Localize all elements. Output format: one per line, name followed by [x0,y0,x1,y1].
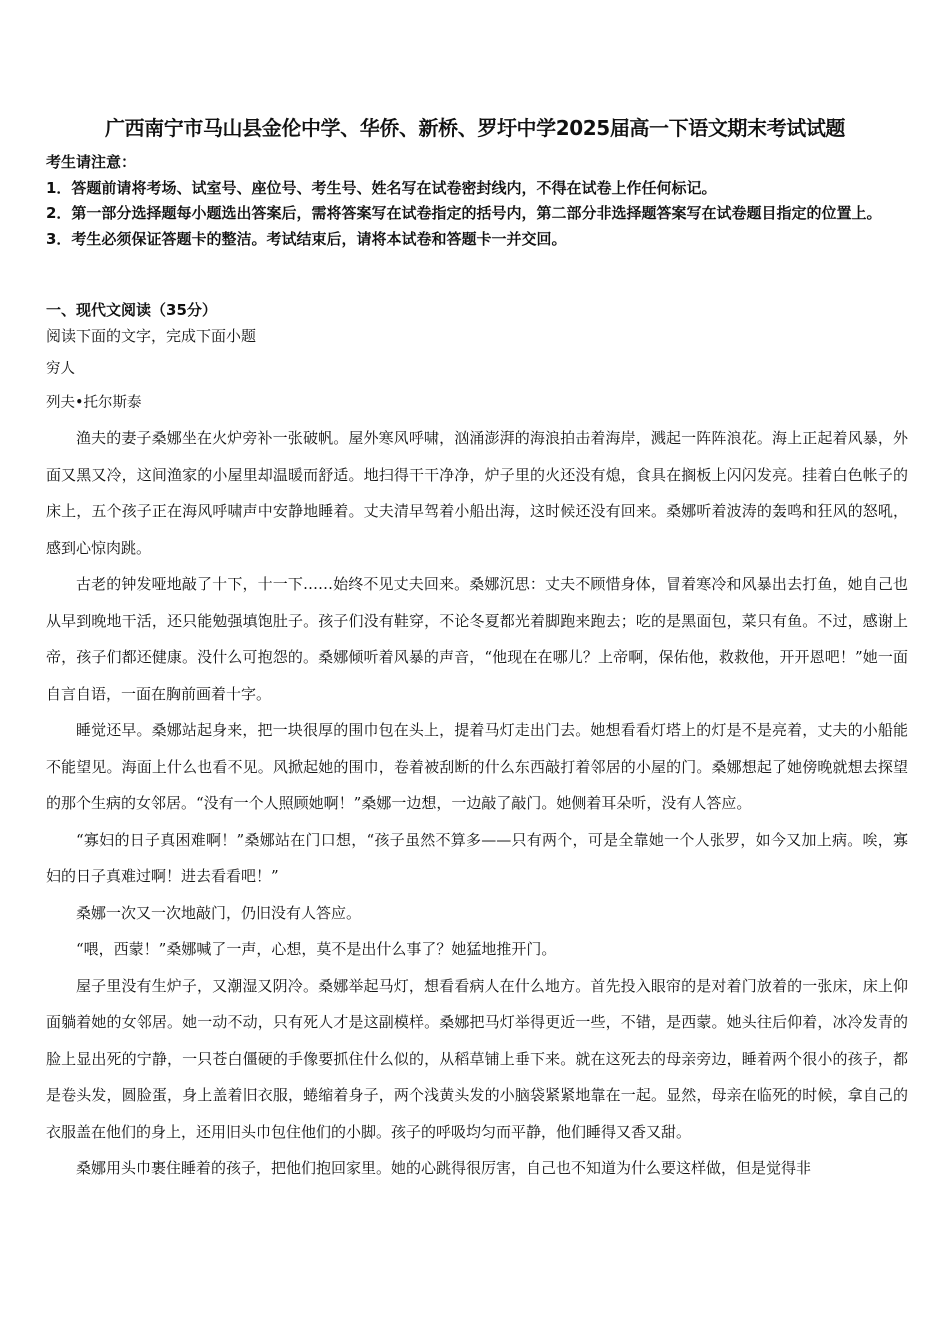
notice-item: 2．第一部分选择题每小题选出答案后，需将答案写在试卷指定的括号内，第二部分非选择题答案写在试卷题目指定的位置上。 [46,204,882,222]
paragraph: 桑娜一次又一次地敲门，仍旧没有人答应。 [76,903,362,922]
story-body [46,420,908,1187]
paragraph: 屋子里没有生炉子，又潮湿又阴冷。桑娜举起马灯，想看看病人在什么地方。首先投入眼帘的是对着门放着的一张床，床上仰面躺着她的女邻居。她一动不动，只有死人才是这副模样。桑娜把马灯举得更近一些，不错，是西蒙。她头往后仰着，冰冷发青的脸上显出死的宁静，一只苍白僵硬的手像要抓住什么似的，从稻草铺上垂下来。就在这死去的母亲旁边，睡着两个很小的孩子，都是卷头发，圆脸蛋，身上盖着旧衣服，蜷缩着身子，两个浅黄头发的小脑袋紧紧地靠在一起。显然，母亲在临死的时候，拿自己的衣服盖在他们的身上，还用旧头巾包住他们的小脚。孩子的呼吸均匀而平静，他们睡得又香又甜。 [46,976,908,1141]
notice-item: 3．考生必须保证答题卡的整洁。考试结束后，请将本试卷和答题卡一并交回。 [46,229,567,248]
candidate-notice [46,150,908,252]
paragraph: “喂，西蒙！”桑娜喊了一声，心想，莫不是出什么事了？她猛地推开门。 [76,940,557,958]
notice-heading: 考生请注意： [46,153,137,171]
paragraph: 桑娜用头巾裹住睡着的孩子，把他们抱回家里。她的心跳得很厉害，自己也不知道为什么要这样做，但是觉得非 [76,1159,812,1177]
section-header [46,297,908,349]
reading-instruction: 阅读下面的文字，完成下面小题 [46,327,257,345]
story-author: 列夫•托尔斯泰 [46,395,142,411]
paragraph: 渔夫的妻子桑娜坐在火炉旁补一张破帆。屋外寒风呼啸，汹涌澎湃的海浪拍击着海岸，溅起一阵阵浪花。海上正起着风暴，外面又黑又冷，这间渔家的小屋里却温暖而舒适。地扫得干干净净，炉子里的火还没有熄，食具在搁板上闪闪发亮。挂着白色帐子的床上，五个孩子正在海风呼啸声中安静地睡着。丈夫清早驾着小船出海，这时候还没有回来。桑娜听着波涛的轰鸣和狂风的怒吼，感到心惊肉跳。 [46,429,908,557]
story-title: 穷人 [46,361,75,377]
notice-item: 1．答题前请将考场、试室号、座位号、考生号、姓名写在试卷密封线内，不得在试卷上作任何标记。 [46,178,717,197]
paragraph: 古老的钟发哑地敲了十下，十一下……始终不见丈夫回来。桑娜沉思：丈夫不顾惜身体，冒着寒冷和风暴出去打鱼，她自己也从早到晚地干活，还只能勉强填饱肚子。孩子们没有鞋穿，不论冬夏都光着脚跑来跑去；吃的是黑面包，菜只有鱼。不过，感谢上帝，孩子们都还健康。没什么可抱怨的。桑娜倾听着风暴的声音，“他现在在哪儿？上帝啊，保佑他，救救他，开开恩吧！”她一面自言自语，一面在胸前画着十字。 [46,575,908,703]
section-heading: 一、现代文阅读（35分） [46,301,217,319]
paragraph: “寡妇的日子真困难啊！”桑娜站在门口想，“孩子虽然不算多——只有两个，可是全靠她一个人张罗，如今又加上病。唉，寡妇的日子真难过啊！进去看看吧！” [46,830,908,885]
paragraph: 睡觉还早。桑娜站起身来，把一块很厚的围巾包在头上，提着马灯走出门去。她想看看灯塔上的灯是不是亮着，丈夫的小船能不能望见。海面上什么也看不见。风掀起她的围巾，卷着被刮断的什么东西敲打着邻居的小屋的门。桑娜想起了她傍晚就想去探望的那个生病的女邻居。“没有一个人照顾她啊！”桑娜一边想，一边敲了敲门。她侧着耳朵听，没有人答应。 [46,721,908,812]
exam-title: 广西南宁市马山县金伦中学、华侨、新桥、罗圩中学2025届高一下语文期末考试试题 [104,116,846,140]
